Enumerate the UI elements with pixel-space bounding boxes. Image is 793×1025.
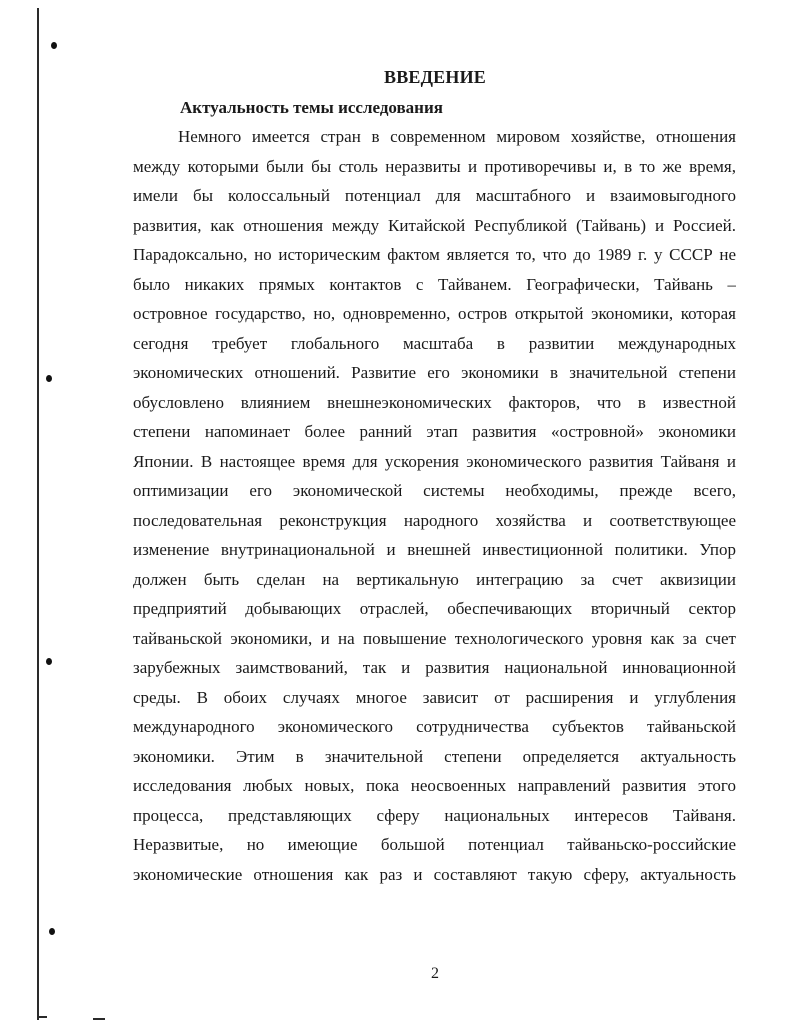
text-line: между которыми были бы столь неразвиты и противоречивы и, в то же время, [133, 157, 736, 176]
binding-hole-mark [46, 375, 52, 382]
text-line: зарубежных заимствований, так и развития национальной инновационной [133, 658, 736, 677]
text-line: последовательная реконструкция народного хозяйства и соответствующее [133, 511, 736, 530]
text-line: исследования любых новых, пока неосвоенных направлений развития этого [133, 776, 736, 795]
text-line: обусловлено влиянием внешнеэкономических факторов, что в известной [133, 393, 736, 412]
binding-hole-mark [49, 928, 55, 935]
page-number: 2 [431, 965, 439, 982]
text-line: экономические отношения как раз и составляют такую сферу, актуальность [133, 865, 736, 884]
text-line: имели бы колоссальный потенциал для масштабного и взаимовыгодного [133, 186, 736, 205]
text-line: было никаких прямых контактов с Тайванем. Географически, Тайвань – [133, 275, 736, 294]
text-line: сегодня требует глобального масштаба в развитии международных [133, 334, 736, 353]
text-line: Парадоксально, но историческим фактом является то, что до 1989 г. у СССР не [133, 245, 736, 264]
scan-edge-mark [37, 1016, 47, 1018]
text-line: международного экономического сотрудничества субъектов тайваньской [133, 717, 736, 736]
text-line: тайваньской экономики, и на повышение технологического уровня как за счет [133, 629, 736, 648]
text-line: островное государство, но, одновременно, остров открытой экономики, которая [133, 304, 736, 323]
text-line: развития, как отношения между Китайской Республикой (Тайвань) и Россией. [133, 216, 736, 235]
text-line: процесса, представляющих сферу национальных интересов Тайваня. [133, 806, 736, 825]
text-line: Неразвитые, но имеющие большой потенциал тайваньско-российские [133, 835, 736, 854]
text-line: экономических отношений. Развитие его экономики в значительной степени [133, 363, 736, 382]
binding-hole-mark [51, 42, 57, 49]
text-line: Немного имеется стран в современном мировом хозяйстве, отношения [178, 127, 736, 146]
text-line: должен быть сделан на вертикальную интеграцию за счет аквизиции [133, 570, 736, 589]
text-line: степени напоминает более ранний этап развития «островной» экономики [133, 422, 736, 441]
text-line: экономики. Этим в значительной степени определяется актуальность [133, 747, 736, 766]
text-line: Японии. В настоящее время для ускорения экономического развития Тайваня и [133, 452, 736, 471]
text-line: предприятий добывающих отраслей, обеспечивающих вторичный сектор [133, 599, 736, 618]
binding-hole-mark [46, 658, 52, 665]
text-line: среды. В обоих случаях многое зависит от расширения и углубления [133, 688, 736, 707]
section-subtitle: Актуальность темы исследования [180, 98, 443, 117]
binding-margin-line [37, 8, 39, 1020]
text-line: изменение внутринациональной и внешней инвестиционной политики. Упор [133, 540, 736, 559]
scan-edge-mark [93, 1018, 105, 1020]
chapter-title: ВВЕДЕНИЕ [383, 67, 486, 87]
text-line: оптимизации его экономической системы необходимы, прежде всего, [133, 481, 736, 500]
